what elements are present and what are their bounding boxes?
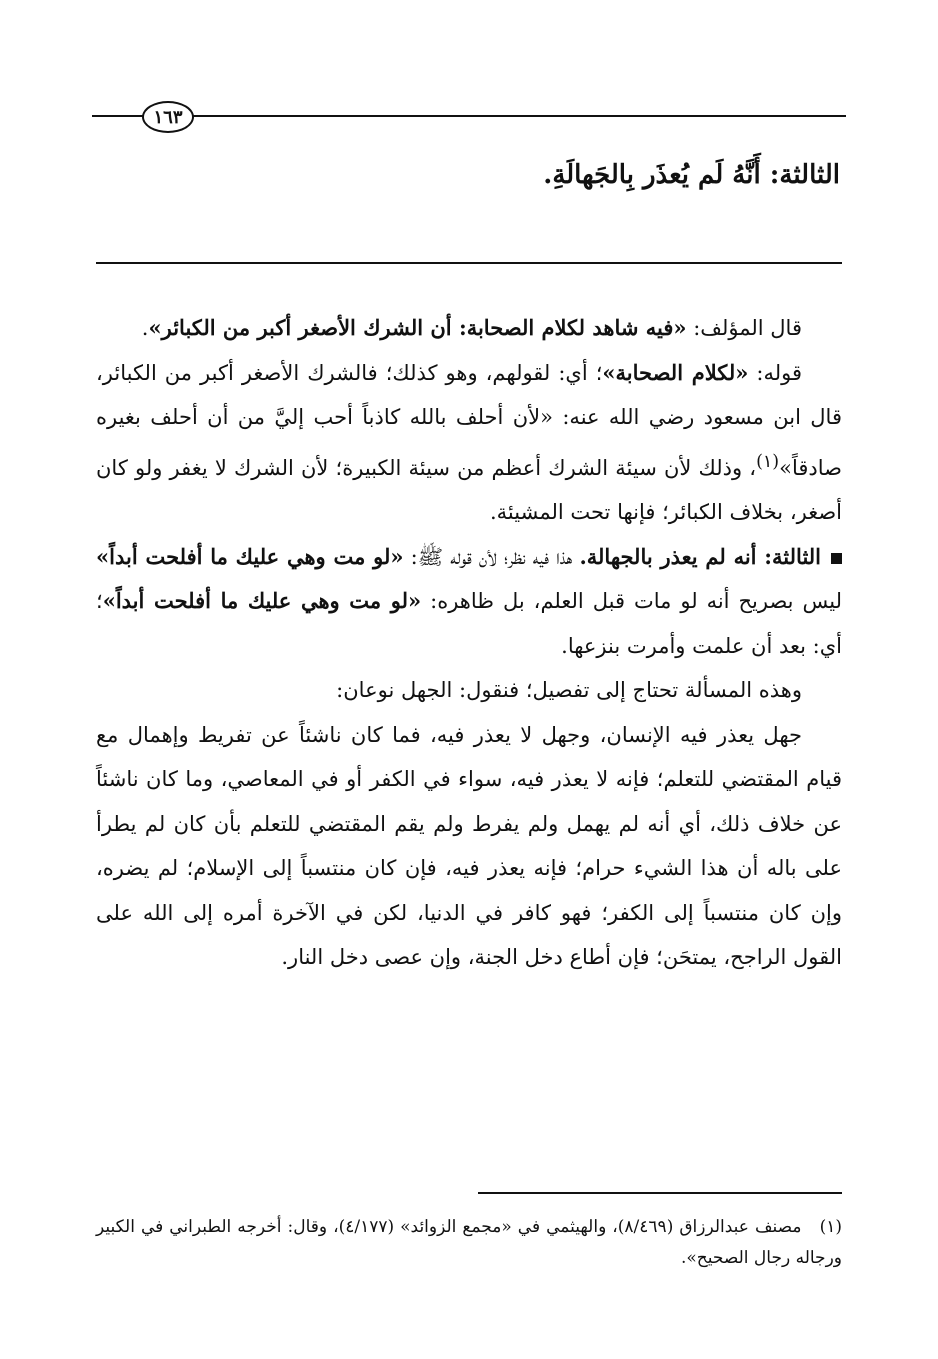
header-rule-right xyxy=(190,115,846,117)
page-number: ١٦٣ xyxy=(142,101,194,133)
footnote-entry xyxy=(96,1212,842,1274)
paragraph-3 xyxy=(96,535,842,669)
headline-text: أَنَّهُ لَم يُعذَر بِالجَهالَةِ. xyxy=(543,160,761,190)
headline-lead: الثالثة: xyxy=(769,160,840,190)
p2-quote: «لكلام الصحابة» xyxy=(602,359,749,385)
commentary-body xyxy=(96,306,842,980)
p1-intro: قال المؤلف: xyxy=(686,316,802,340)
paragraph-1 xyxy=(96,306,842,351)
p1-end: . xyxy=(141,316,149,340)
p2-intro: قوله: xyxy=(748,360,803,385)
footnote xyxy=(96,1212,842,1274)
footnote-rule xyxy=(478,1192,842,1194)
p3-quote-1: «لو مت وهي عليك ما أفلحت أبداً» xyxy=(96,543,404,569)
p2-tail: ، وذلك لأن سيئة الشرك أعظم من سيئة الكبيرة؛ لأن الشرك لا يغفر ولو كان أصغر، بخلاف الكبائر؛ فإنها تحت المشيئة. xyxy=(96,455,842,524)
footnote-text: مصنف عبدالرزاق (٨/٤٦٩)، والهيثمي في «مجمع الزوائد» (٤/١٧٧)، وقال: أخرجه الطبراني في الكبير ورجاله رجال الصحيح». xyxy=(96,1217,842,1268)
p2-text: ؛ أي: لقولهم، وهو كذلك؛ فالشرك الأصغر أكبر من الكبائر، قال ابن مسعود رضي الله عنه: «لأن أحلف بالله كاذباً أحب إليَّ من أن أحلف بغيره صادقاً» xyxy=(96,360,842,480)
section-headline xyxy=(543,160,840,190)
footnote-ref: (١) xyxy=(756,451,780,472)
p3-heading: الثالثة: أنه لم يعذر بالجهالة. xyxy=(579,543,822,569)
paragraph-5: جهل يعذر فيه الإنسان، وجهل لا يعذر فيه، فما كان ناشئاً عن تفريط وإهمال مع قيام المقتضي للتعلم؛ فإنه لا يعذر فيه، سواء في الكفر أو في المعاصي، وما كان ناشئاً عن خلاف ذلك، أي أنه لم يهمل ولم يفرط ولم يقم المقتضي للتعلم بأن كان لم يطرأ على باله أن هذا الشيء حرام؛ فإنه يعذر فيه، فإن كان منتسباً إلى الإسلام؛ لم يضره، وإن كان منتسباً إلى الكفر؛ فهو كافر في الدنيا، لكن في الآخرة أمره إلى الله على القول الراجح، يمتحَن؛ فإن أطاع دخل الجنة، وإن عصى دخل النار. xyxy=(96,722,842,969)
footnote-number: (١) xyxy=(819,1217,842,1237)
p3-quote-2: «لو مت وهي عليك ما أفلحت أبداً» xyxy=(102,588,422,613)
headline-divider xyxy=(96,262,842,264)
p3-text-2: ليس بصريح أنه لو مات قبل العلم، بل ظاهره: xyxy=(421,589,843,613)
p3-text-1: هذا فيه نظر؛ لأن قوله ﷺ: xyxy=(403,544,580,569)
p1-quote: «فيه شاهد لكلام الصحابة: أن الشرك الأصغر أكبر من الكبائر» xyxy=(148,315,687,340)
p3-text-3: ؛ أي: بعد أن علمت وأمرت بنزعها. xyxy=(96,589,842,658)
square-bullet-icon xyxy=(831,553,842,564)
paragraph-2 xyxy=(96,351,842,535)
header-rule-left xyxy=(92,115,144,117)
paragraph-4: وهذه المسألة تحتاج إلى تفصيل؛ فنقول: الجهل نوعان: xyxy=(336,678,802,702)
